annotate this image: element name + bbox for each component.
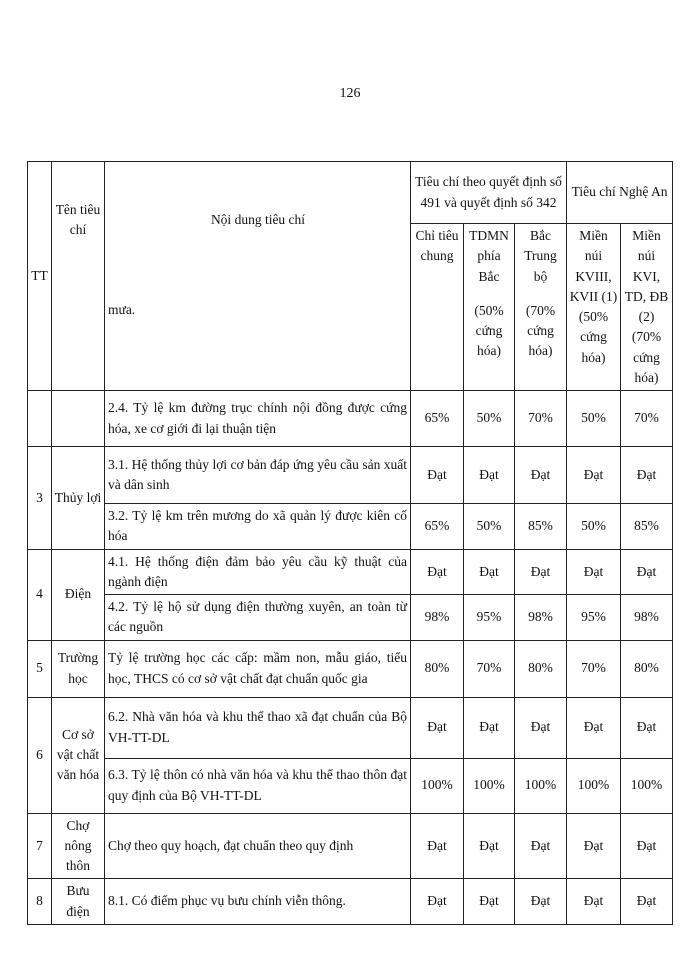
content-cell: 3.2. Tỷ lệ km trên mương do xã quản lý được kiên cố hóa <box>105 504 411 550</box>
value-cell: Đạt <box>411 879 464 925</box>
value-cell: Đạt <box>621 549 673 595</box>
header-bac-trung-bo-pct: (70% cứng hóa) <box>525 302 556 359</box>
value-cell: 100% <box>567 758 621 813</box>
header-tt: TT <box>28 162 52 391</box>
tt-cell: 6 <box>28 697 52 813</box>
header-noi-dung-label: Nội dung tiêu chí <box>210 212 306 227</box>
header-tdmn-label: TDMN phía Bắc <box>469 228 509 284</box>
value-cell: 70% <box>567 640 621 697</box>
value-cell: Đạt <box>411 549 464 595</box>
value-cell: Đạt <box>411 447 464 504</box>
page-number: 126 <box>339 86 361 101</box>
value-cell: Đạt <box>411 813 464 879</box>
content-cell: Tỷ lệ trường học các cấp: mầm non, mẫu giáo, tiểu học, THCS có cơ sở vật chất đạt chuẩn quốc gia <box>105 640 411 697</box>
value-cell: Đạt <box>621 697 673 758</box>
value-cell: 100% <box>621 758 673 813</box>
value-cell: 70% <box>515 391 567 447</box>
name-cell: Trường học <box>52 640 105 697</box>
value-cell: 95% <box>464 595 515 641</box>
header-tdmn-pct: (50% cứng hóa) <box>474 302 504 359</box>
header-group-nghe-an: Tiêu chí Nghệ An <box>567 162 673 224</box>
header-mien-nui-2-pct: (70% cứng hóa) <box>631 329 662 385</box>
value-cell: 50% <box>464 504 515 550</box>
value-cell: Đạt <box>411 697 464 758</box>
header-mien-nui-2 <box>621 224 673 391</box>
value-cell: 98% <box>621 595 673 641</box>
header-mien-nui-2-label: Miền núi KVI, TD, ĐB (2) <box>624 228 669 324</box>
header-bac-trung-bo-label: Bắc Trung bộ <box>524 228 557 284</box>
value-cell: Đạt <box>464 879 515 925</box>
table-row <box>28 549 673 595</box>
value-cell: Đạt <box>621 813 673 879</box>
tt-cell: 5 <box>28 640 52 697</box>
value-cell: Đạt <box>464 813 515 879</box>
name-cell: Thủy lợi <box>52 447 105 550</box>
value-cell: Đạt <box>464 447 515 504</box>
header-mien-nui-1-label: Miền núi KVIII, KVII (1) <box>569 228 618 304</box>
header-row-1 <box>28 162 673 224</box>
value-cell: Đạt <box>567 549 621 595</box>
table-row <box>28 813 673 879</box>
table-row <box>28 447 673 504</box>
name-cell: Bưu điện <box>52 879 105 925</box>
tt-cell: 8 <box>28 879 52 925</box>
header-tdmn <box>464 224 515 391</box>
header-noi-dung <box>105 162 411 391</box>
header-chi-tieu-chung-label: Chỉ tiêu chung <box>415 228 459 264</box>
table-row <box>28 504 673 550</box>
value-cell: 85% <box>515 504 567 550</box>
table-row <box>28 879 673 925</box>
value-cell: 80% <box>621 640 673 697</box>
value-cell: Đạt <box>567 813 621 879</box>
value-cell: Đạt <box>515 447 567 504</box>
value-cell: 98% <box>515 595 567 641</box>
value-cell: 100% <box>411 758 464 813</box>
table-row <box>28 758 673 813</box>
header-ten-tieu-chi: Tên tiêu chí <box>52 162 105 391</box>
value-cell: 98% <box>411 595 464 641</box>
content-cell: 4.2. Tỷ lệ hộ sử dụng điện thường xuyên, an toàn từ các nguồn <box>105 595 411 641</box>
content-cell: 6.2. Nhà văn hóa và khu thể thao xã đạt chuẩn của Bộ VH-TT-DL <box>105 697 411 758</box>
content-cell: 4.1. Hệ thống điện đảm bảo yêu cầu kỹ thuật của ngành điện <box>105 549 411 595</box>
tt-cell <box>28 391 52 447</box>
value-cell: 100% <box>464 758 515 813</box>
value-cell: 50% <box>567 504 621 550</box>
carryover-text: mưa. <box>108 302 136 318</box>
name-cell: Điện <box>52 549 105 640</box>
value-cell: 80% <box>411 640 464 697</box>
value-cell: 50% <box>567 391 621 447</box>
value-cell: 80% <box>515 640 567 697</box>
content-cell: 3.1. Hệ thống thủy lợi cơ bản đáp ứng yêu cầu sản xuất và dân sinh <box>105 447 411 504</box>
value-cell: Đạt <box>464 697 515 758</box>
value-cell: Đạt <box>515 697 567 758</box>
header-bac-trung-bo <box>515 224 567 391</box>
content-cell: Chợ theo quy hoạch, đạt chuẩn theo quy định <box>105 813 411 879</box>
value-cell: Đạt <box>621 447 673 504</box>
table-row <box>28 697 673 758</box>
value-cell: Đạt <box>515 879 567 925</box>
header-mien-nui-1-pct: (50% cứng hóa) <box>578 309 609 365</box>
value-cell: Đạt <box>464 549 515 595</box>
tt-cell: 7 <box>28 813 52 879</box>
table-row <box>28 391 673 447</box>
value-cell: 65% <box>411 391 464 447</box>
table-row <box>28 640 673 697</box>
value-cell: 100% <box>515 758 567 813</box>
value-cell: 50% <box>464 391 515 447</box>
header-chi-tieu-chung <box>411 224 464 391</box>
name-cell <box>52 391 105 447</box>
name-cell: Cơ sở vật chất văn hóa <box>52 697 105 813</box>
header-group-qd: Tiêu chí theo quyết định số 491 và quyết định số 342 <box>411 162 567 224</box>
value-cell: Đạt <box>567 447 621 504</box>
value-cell: Đạt <box>567 879 621 925</box>
value-cell: 70% <box>464 640 515 697</box>
name-cell: Chợ nông thôn <box>52 813 105 879</box>
header-mien-nui-1 <box>567 224 621 391</box>
criteria-table <box>27 161 673 925</box>
content-cell: 8.1. Có điểm phục vụ bưu chính viễn thông. <box>105 879 411 925</box>
content-cell: 6.3. Tỷ lệ thôn có nhà văn hóa và khu thể thao thôn đạt quy định của Bộ VH-TT-DL <box>105 758 411 813</box>
value-cell: Đạt <box>621 879 673 925</box>
value-cell: Đạt <box>567 697 621 758</box>
tt-cell: 4 <box>28 549 52 640</box>
tt-cell: 3 <box>28 447 52 550</box>
value-cell: 85% <box>621 504 673 550</box>
value-cell: Đạt <box>515 813 567 879</box>
table-row <box>28 595 673 641</box>
value-cell: 70% <box>621 391 673 447</box>
value-cell: 95% <box>567 595 621 641</box>
content-cell: 2.4. Tỷ lệ km đường trục chính nội đồng được cứng hóa, xe cơ giới đi lại thuận tiện <box>105 391 411 447</box>
value-cell: Đạt <box>515 549 567 595</box>
value-cell: 65% <box>411 504 464 550</box>
